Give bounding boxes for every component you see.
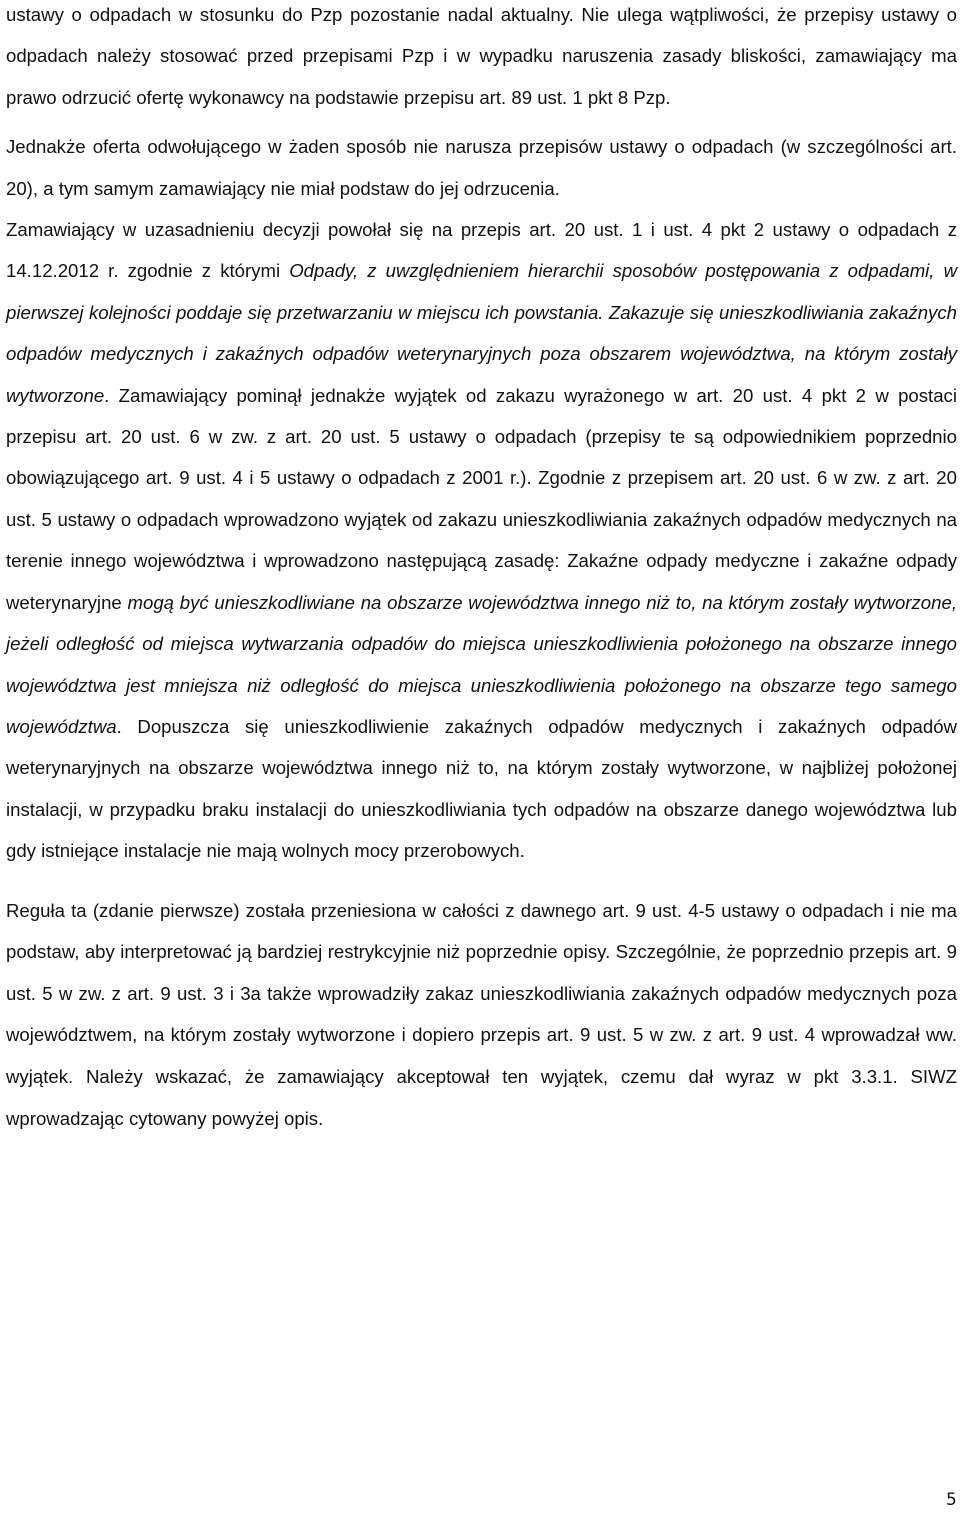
paragraph-1-text: ustawy o odpadach w stosunku do Pzp pozostanie nadal aktualny. Nie ulega wątpliwości, że przepisy ustawy o odpadach należy stosować przed przepisami Pzp i w wypadku naruszenia zasady bliskości, zamawiający ma prawo odrzucić ofertę wykonawcy na podstawie przepisu art. 89 ust. 1 pkt 8 Pzp.: [6, 4, 957, 108]
paragraph-2-text: Jednakże oferta odwołującego w żaden sposób nie narusza przepisów ustawy o odpadach (w szczególności art. 20), a tym samym zamawiający nie miał podstaw do jej odrzucenia.: [6, 136, 957, 199]
paragraph-4: [6, 890, 957, 1140]
paragraph-3-span-1: Zamawiający w uzasadnieniu decyzji powołał się na przepis art. 20 ust. 1 i ust. 4 pkt 2 ustawy o odpadach z 14.12.2012 r. zgodnie z którymi: [6, 219, 957, 282]
document-page: [6, 0, 957, 1139]
paragraph-3: [6, 209, 957, 872]
paragraph-3-span-3: . Dopuszcza się unieszkodliwienie zakaźnych odpadów medycznych i zakaźnych odpadów weterynaryjnych na obszarze województwa innego niż to, na którym zostały wytworzone, w najbliżej położonej instalacji, w przypadku braku instalacji do unieszkodliwiania tych odpadów na obszarze danego województwa lub gdy istniejące instalacje nie mają wolnych mocy przerobowych.: [6, 715, 957, 862]
paragraph-2: [6, 126, 957, 209]
paragraph-3-quote-2: mogą być unieszkodliwiane na obszarze województwa innego niż to, na którym zostały wytworzone, jeżeli odległość od miejsca wytwarzania odpadów do miejsca unieszkodliwienia położonego na obszarze innego województwa jest mniejsza niż odległość do miejsca unieszkodliwienia położonego na obszarze tego samego województwa: [6, 591, 957, 737]
paragraph-3-quote-1: Odpady, z uwzględnieniem hierarchii sposobów postępowania z odpadami, w pierwszej kolejności poddaje się przetwarzaniu w miejscu ich powstania. Zakazuje się unieszkodliwiania zakaźnych odpadów medycznych i zakaźnych odpadów weterynaryjnych poza obszarem województwa, na którym zostały wytworzone: [6, 260, 957, 406]
paragraph-1: [6, 0, 957, 118]
paragraph-3-span-2: . Zamawiający pominął jednakże wyjątek od zakazu wyrażonego w art. 20 ust. 4 pkt 2 w postaci przepisu art. 20 ust. 6 w zw. z art. 20 ust. 5 ustawy o odpadach (przepisy te są odpowiednikiem poprzednio obowiązującego art. 9 ust. 4 i 5 ustawy o odpadach z 2001 r.). Zgodnie z przepisem art. 20 ust. 6 w zw. z art. 20 ust. 5 ustawy o odpadach wprowadzono wyjątek od zakazu unieszkodliwiania zakaźnych odpadów medycznych na terenie innego województwa i wprowadzono następującą zasadę: Zakaźne odpady medyczne i zakaźne odpady weterynaryjne: [6, 384, 957, 613]
page-number: 5: [946, 1490, 957, 1510]
paragraph-4-text: Reguła ta (zdanie pierwsze) została przeniesiona w całości z dawnego art. 9 ust. 4-5 ustawy o odpadach i nie ma podstaw, aby interpretować ją bardziej restrykcyjnie niż poprzednie opisy. Szczególnie, że poprzednio przepis art. 9 ust. 5 w zw. z art. 9 ust. 3 i 3a także wprowadziły zakaz unieszkodliwiania zakaźnych odpadów medycznych poza województwem, na którym zostały wytworzone i dopiero przepis art. 9 ust. 5 w zw. z art. 9 ust. 4 wprowadzał ww. wyjątek. Należy wskazać, że zamawiający akceptował ten wyjątek, czemu dał wyraz w pkt 3.3.1. SIWZ wprowadzając cytowany powyżej opis.: [6, 899, 957, 1129]
